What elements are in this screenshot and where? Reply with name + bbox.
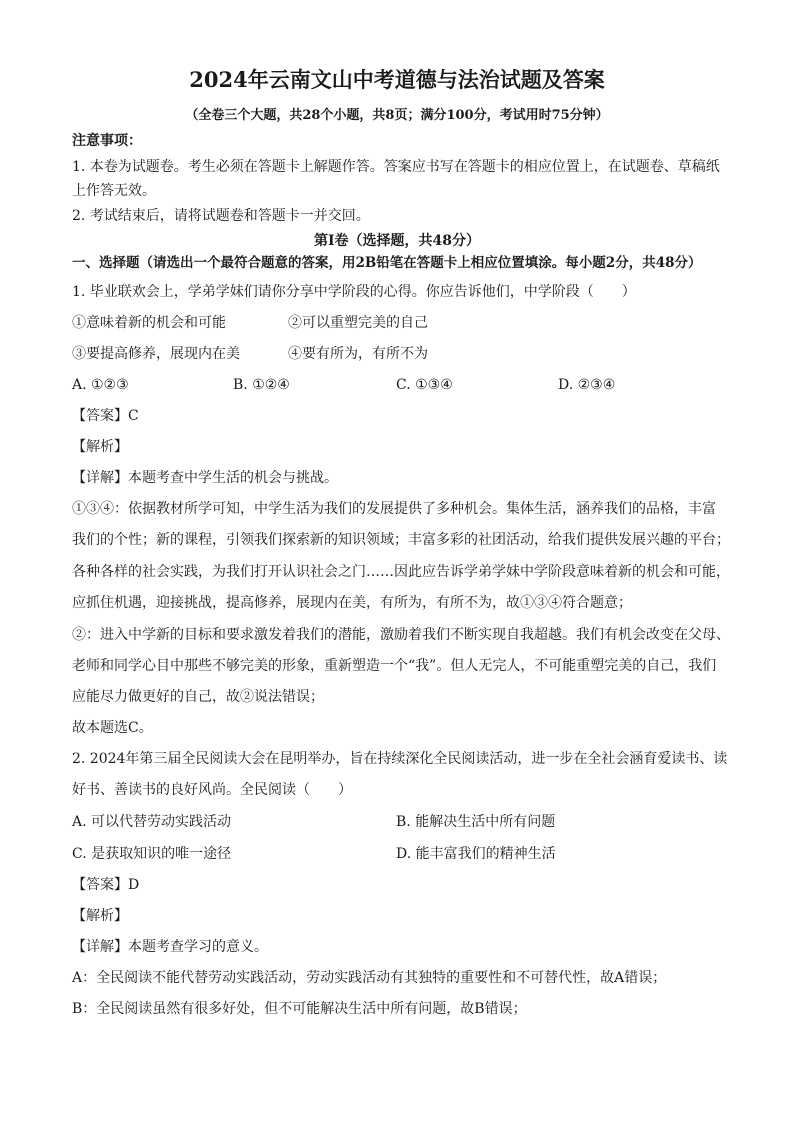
notice-item-1: 1. 本卷为试题卷。考生必须在答题卡上解题作答。答案应书写在答题卡的相应位置上，在试题卷、草稿纸 — [72, 159, 720, 175]
q2-option-a: A. 可以代替劳动实践活动 — [72, 814, 232, 830]
part-heading: 第Ⅰ卷（选择题，共48分） — [313, 233, 481, 249]
section-heading: 一、选择题（请选出一个最符合题意的答案，用2B铅笔在答题卡上相应位置填涂。每小题2分，共48分） — [72, 255, 702, 271]
q1-explanation-4: 应抓住机遇，迎接挑战，提高修养，展现内在美，有所为，有所不为，故①③④符合题意； — [72, 595, 632, 611]
notice-heading: 注意事项： — [72, 133, 142, 149]
q2-detail: 【详解】本题考查学习的意义。 — [72, 939, 268, 955]
q1-option-b: B. ①②④ — [233, 377, 290, 393]
q2-option-b: B. 能解决生活中所有问题 — [396, 814, 556, 830]
q1-statement-3: ③要提高修养，展现内在美 — [72, 346, 240, 362]
page-title: 2024年云南文山中考道德与法治试题及答案 — [189, 67, 605, 92]
q1-explanation-5: ②：进入中学新的目标和要求激发着我们的潜能，激励着我们不断实现自我超越。我们有机会改变在父母、 — [72, 627, 730, 643]
notice-item-2: 2. 考试结束后，请将试题卷和答题卡一并交回。 — [72, 208, 370, 224]
q1-analysis-label: 【解析】 — [72, 439, 128, 455]
q1-explanation-2: 我们的个性；新的课程，引领我们探索新的知识领域；丰富多彩的社团活动，给我们提供发展兴趣的平台； — [72, 532, 730, 548]
q2-explanation-b: B：全民阅读虽然有很多好处，但不可能解决生活中所有问题，故B错误； — [72, 1001, 527, 1017]
q2-answer: 【答案】D — [72, 877, 140, 893]
q1-explanation-6: 老师和同学心目中那些不够完美的形象，重新塑造一个“我”。但人无完人，不可能重塑完美的自己，我们 — [72, 658, 717, 674]
q1-explanation-7: 应能尽力做更好的自己，故②说法错误； — [72, 689, 324, 705]
q1-answer: 【答案】C — [72, 408, 139, 424]
q2-explanation-a: A：全民阅读不能代替劳动实践活动，劳动实践活动有其独特的重要性和不可替代性，故A错误； — [72, 970, 667, 986]
q1-stem: 1. 毕业联欢会上，学弟学妹们请你分享中学阶段的心得。你应告诉他们，中学阶段（ ） — [72, 284, 636, 300]
q1-statement-2: ②可以重塑完美的自己 — [288, 315, 428, 331]
notice-item-1-cont: 上作答无效。 — [72, 183, 156, 199]
q1-conclusion: 故本题选C。 — [72, 720, 153, 736]
q2-option-c: C. 是获取知识的唯一途径 — [72, 846, 232, 862]
q1-option-c: C. ①③④ — [396, 377, 453, 393]
q1-explanation-1: ①③④：依据教材所学可知，中学生活为我们的发展提供了多种机会。集体生活，涵养我们的品格，丰富 — [72, 501, 716, 517]
q1-option-a: A. ①②③ — [72, 377, 129, 393]
q1-statement-4: ④要有所为，有所不为 — [288, 346, 428, 362]
q1-option-d: D. ②③④ — [558, 377, 616, 393]
q2-stem-cont: 好书、善读书的良好风尚。全民阅读（ ） — [72, 782, 352, 798]
q1-statement-1: ①意味着新的机会和可能 — [72, 315, 226, 331]
q1-detail: 【详解】本题考查中学生活的机会与挑战。 — [72, 470, 338, 486]
q2-analysis-label: 【解析】 — [72, 908, 128, 924]
q2-option-d: D. 能丰富我们的精神生活 — [396, 846, 556, 862]
q2-stem: 2. 2024年第三届全民阅读大会在昆明举办，旨在持续深化全民阅读活动，进一步在全社会涵育爱读书、读 — [72, 751, 728, 767]
q1-explanation-3: 各种各样的社会实践，为我们打开认识社会之门……因此应告诉学弟学妹中学阶段意味着新的机会和可能， — [72, 564, 730, 580]
page-subtitle: （全卷三个大题，共28个小题，共8页；满分100分，考试用时75分钟） — [185, 108, 609, 123]
